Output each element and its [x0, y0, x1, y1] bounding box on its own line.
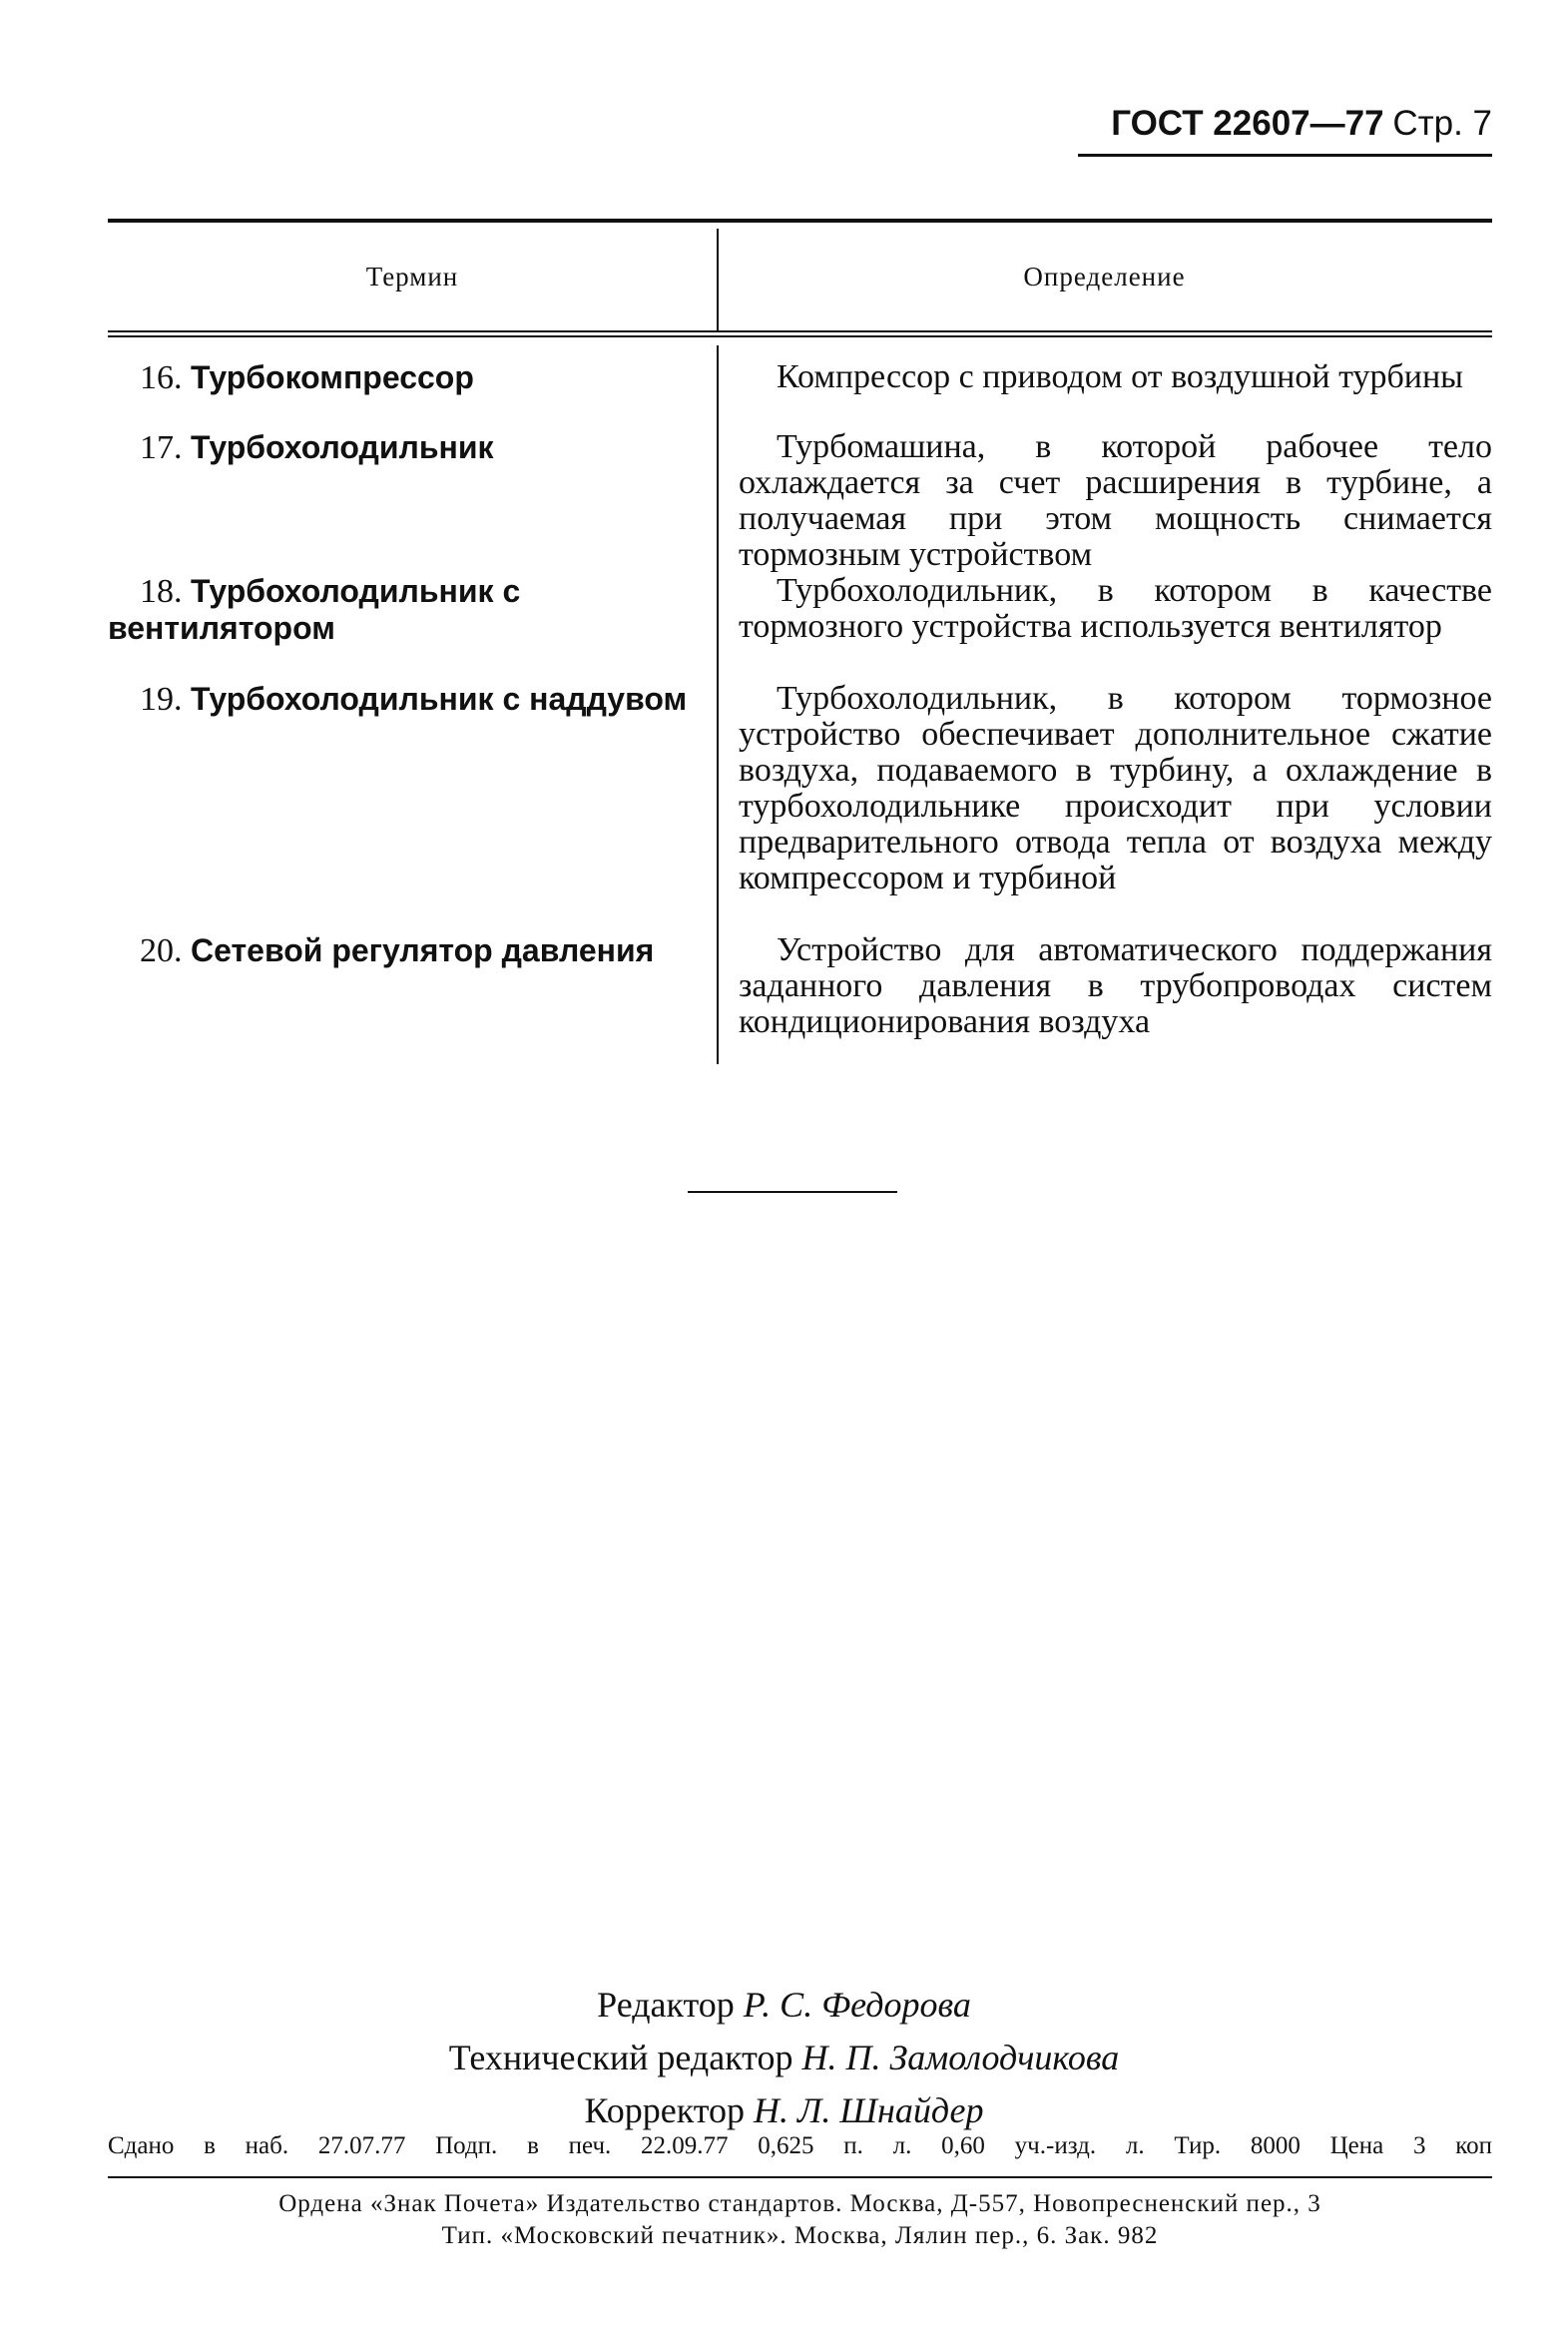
- table-row: [108, 932, 1492, 1042]
- table-row: [108, 573, 1492, 681]
- definition-cell: Компрессор с приводом от воздушной турбины: [777, 358, 1464, 395]
- definition-cell: Турбохолодильник, в котором тормозное устройство обеспечивает дополнительное сжатие воздуха, подаваемого в турбину, а охлаждение в турбохолодильнике происходит при условии предварительного отвода тепла от воздуха между компрессором и турбиной: [739, 680, 1492, 896]
- table-row: [108, 681, 1492, 932]
- definition-cell: Турбохолодильник, в котором в качестве тормозного устройства используется вентилятор: [739, 572, 1492, 645]
- corrector-line: Корректор Н. Л. Шнайдер: [584, 2090, 984, 2130]
- tech-editor-line: Технический редактор Н. П. Замолодчикова: [448, 2038, 1120, 2077]
- term-cell: 19. Турбохолодильник с наддувом: [140, 681, 688, 718]
- table-body: [108, 337, 1492, 1042]
- definition-cell: Устройство для автоматического поддержания заданного давления в трубопроводах систем кондиционирования воздуха: [739, 931, 1492, 1040]
- credits: [0, 1979, 1568, 2137]
- section-end-rule: [688, 1191, 897, 1193]
- term-cell: 17. Турбохолодильник: [140, 429, 494, 466]
- term-text: Турбохолодильник с вентилятором: [108, 573, 521, 646]
- printer-line: Тип. «Московский печатник». Москва, Лялин пер., 6. Зак. 982: [441, 2222, 1159, 2249]
- terms-table: [108, 219, 1492, 1042]
- publisher-line: Ордена «Знак Почета» Издательство стандартов. Москва, Д-557, Новопресненский пер., 3: [278, 2190, 1321, 2217]
- editor-line: Редактор Р. С. Федорова: [597, 1985, 971, 2025]
- table-row: [108, 359, 1492, 429]
- term-cell: 16. Турбокомпрессор: [140, 359, 474, 396]
- definition-cell: Турбомашина, в которой рабочее тело охлаждается за счет расширения в турбине, а получаемая при этом мощность снимается тормозным устройством: [739, 428, 1492, 573]
- term-cell: 18. Турбохолодильник с вентилятором: [108, 573, 521, 646]
- column-header-term: Термин: [365, 261, 459, 292]
- term-cell: 20. Сетевой регулятор давления: [140, 932, 655, 969]
- page-header: [1078, 104, 1492, 144]
- editor-name: Р. С. Федорова: [743, 1985, 971, 2025]
- term-text: Турбохолодильник с наддувом: [191, 681, 688, 717]
- table-row: [108, 429, 1492, 573]
- imprint-publisher: [108, 2188, 1492, 2252]
- term-text: Сетевой регулятор давления: [191, 932, 655, 968]
- tech-editor-name: Н. П. Замолодчикова: [801, 2038, 1120, 2077]
- header-column-divider: [717, 229, 719, 330]
- page-number: Стр. 7: [1392, 104, 1492, 143]
- table-header: [108, 223, 1492, 330]
- imprint-print-data: Сдано в наб. 27.07.77 Подп. в печ. 22.09.77 0,625 п. л. 0,60 уч.-изд. л. Тир. 8000 Цена 3 коп: [108, 2132, 1492, 2159]
- table-header-rule: [108, 330, 1492, 337]
- header-rule: [1078, 154, 1492, 157]
- imprint-rule: [108, 2176, 1492, 2178]
- corrector-name: Н. Л. Шнайдер: [754, 2090, 984, 2130]
- term-text: Турбокомпрессор: [191, 359, 474, 395]
- standard-number: ГОСТ 22607—77: [1111, 104, 1384, 143]
- term-text: Турбохолодильник: [191, 429, 494, 465]
- column-header-definition: Определение: [1023, 261, 1186, 292]
- body-column-divider: [717, 345, 719, 1064]
